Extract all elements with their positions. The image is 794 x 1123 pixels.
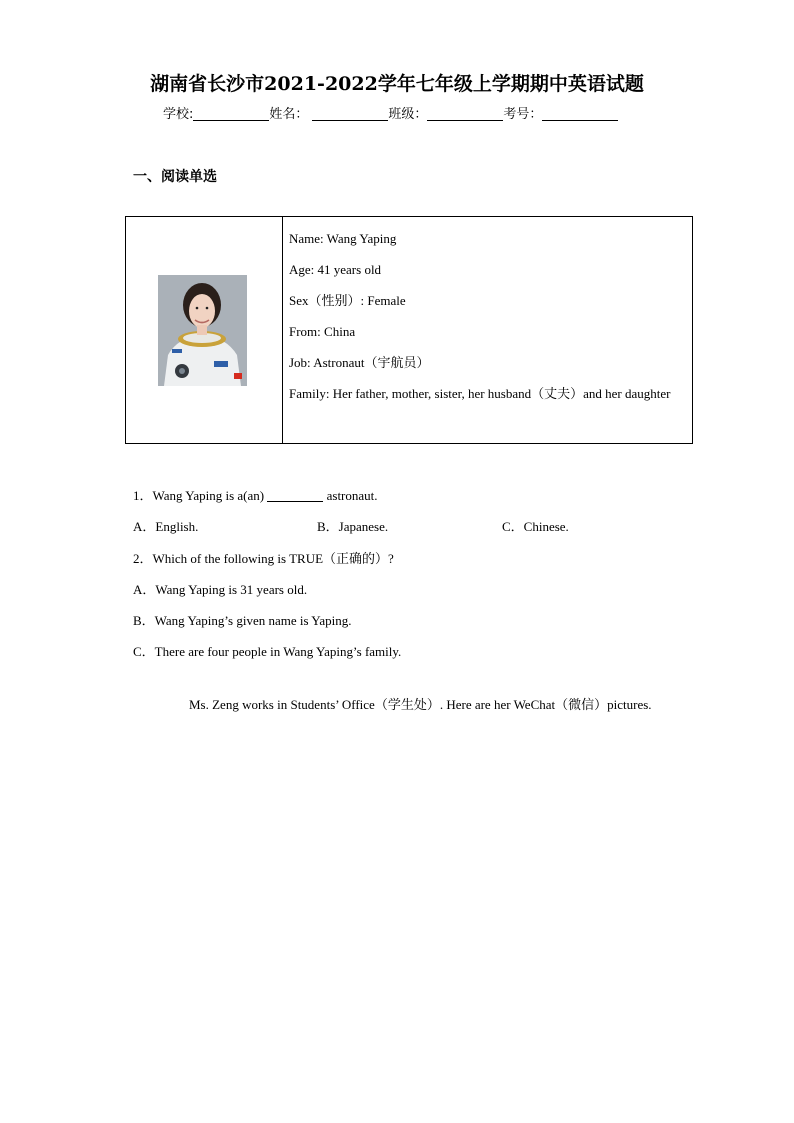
name-label: 姓名：	[269, 107, 309, 122]
q1-option-b[interactable]: B．Japanese.	[317, 519, 389, 534]
profile-from: From: China	[289, 324, 356, 339]
student-info-line	[163, 103, 618, 122]
q1-option-a[interactable]: A．English.	[133, 519, 199, 534]
profile-table	[125, 216, 693, 444]
number-label: 考号：	[503, 107, 543, 122]
question-1	[133, 485, 378, 504]
table-divider	[282, 217, 283, 443]
q2-option-b[interactable]: B．Wang Yaping’s given name is Yaping.	[133, 613, 352, 628]
reading-passage: Ms. Zeng works in Students’ Office（学生处）. Here are her WeChat（微信）pictures.	[189, 697, 652, 712]
q1-option-c[interactable]: C．Chinese.	[502, 519, 569, 534]
q2-option-a[interactable]: A．Wang Yaping is 31 years old.	[133, 582, 308, 597]
number-blank[interactable]	[542, 106, 618, 121]
profile-age: Age: 41 years old	[289, 262, 382, 277]
profile-family: Family: Her father, mother, sister, her husband（丈夫）and her daughter	[289, 386, 671, 401]
school-label: 学校:	[163, 107, 194, 122]
profile-name: Name: Wang Yaping	[289, 231, 397, 246]
question-2: 2．Which of the following is TRUE（正确的）?	[133, 551, 394, 566]
q2-option-c[interactable]: C．There are four people in Wang Yaping’s family.	[133, 644, 402, 659]
class-label: 班级：	[388, 107, 428, 122]
section-title: 一、阅读单选	[133, 169, 217, 185]
profile-fields	[289, 223, 684, 409]
profile-job: Job: Astronaut（宇航员）	[289, 355, 430, 370]
class-blank[interactable]	[427, 106, 503, 121]
exam-title: 湖南省长沙市2021-2022学年七年级上学期期中英语试题	[150, 73, 644, 95]
q1-answer-blank[interactable]	[267, 489, 323, 502]
q1-stem-pre: 1．Wang Yaping is a(an)	[133, 488, 265, 503]
profile-sex: Sex（性别）: Female	[289, 293, 406, 308]
astronaut-photo	[158, 275, 247, 386]
school-blank[interactable]	[193, 106, 269, 121]
name-blank[interactable]	[312, 106, 388, 121]
q1-stem-post: astronaut.	[326, 488, 378, 503]
